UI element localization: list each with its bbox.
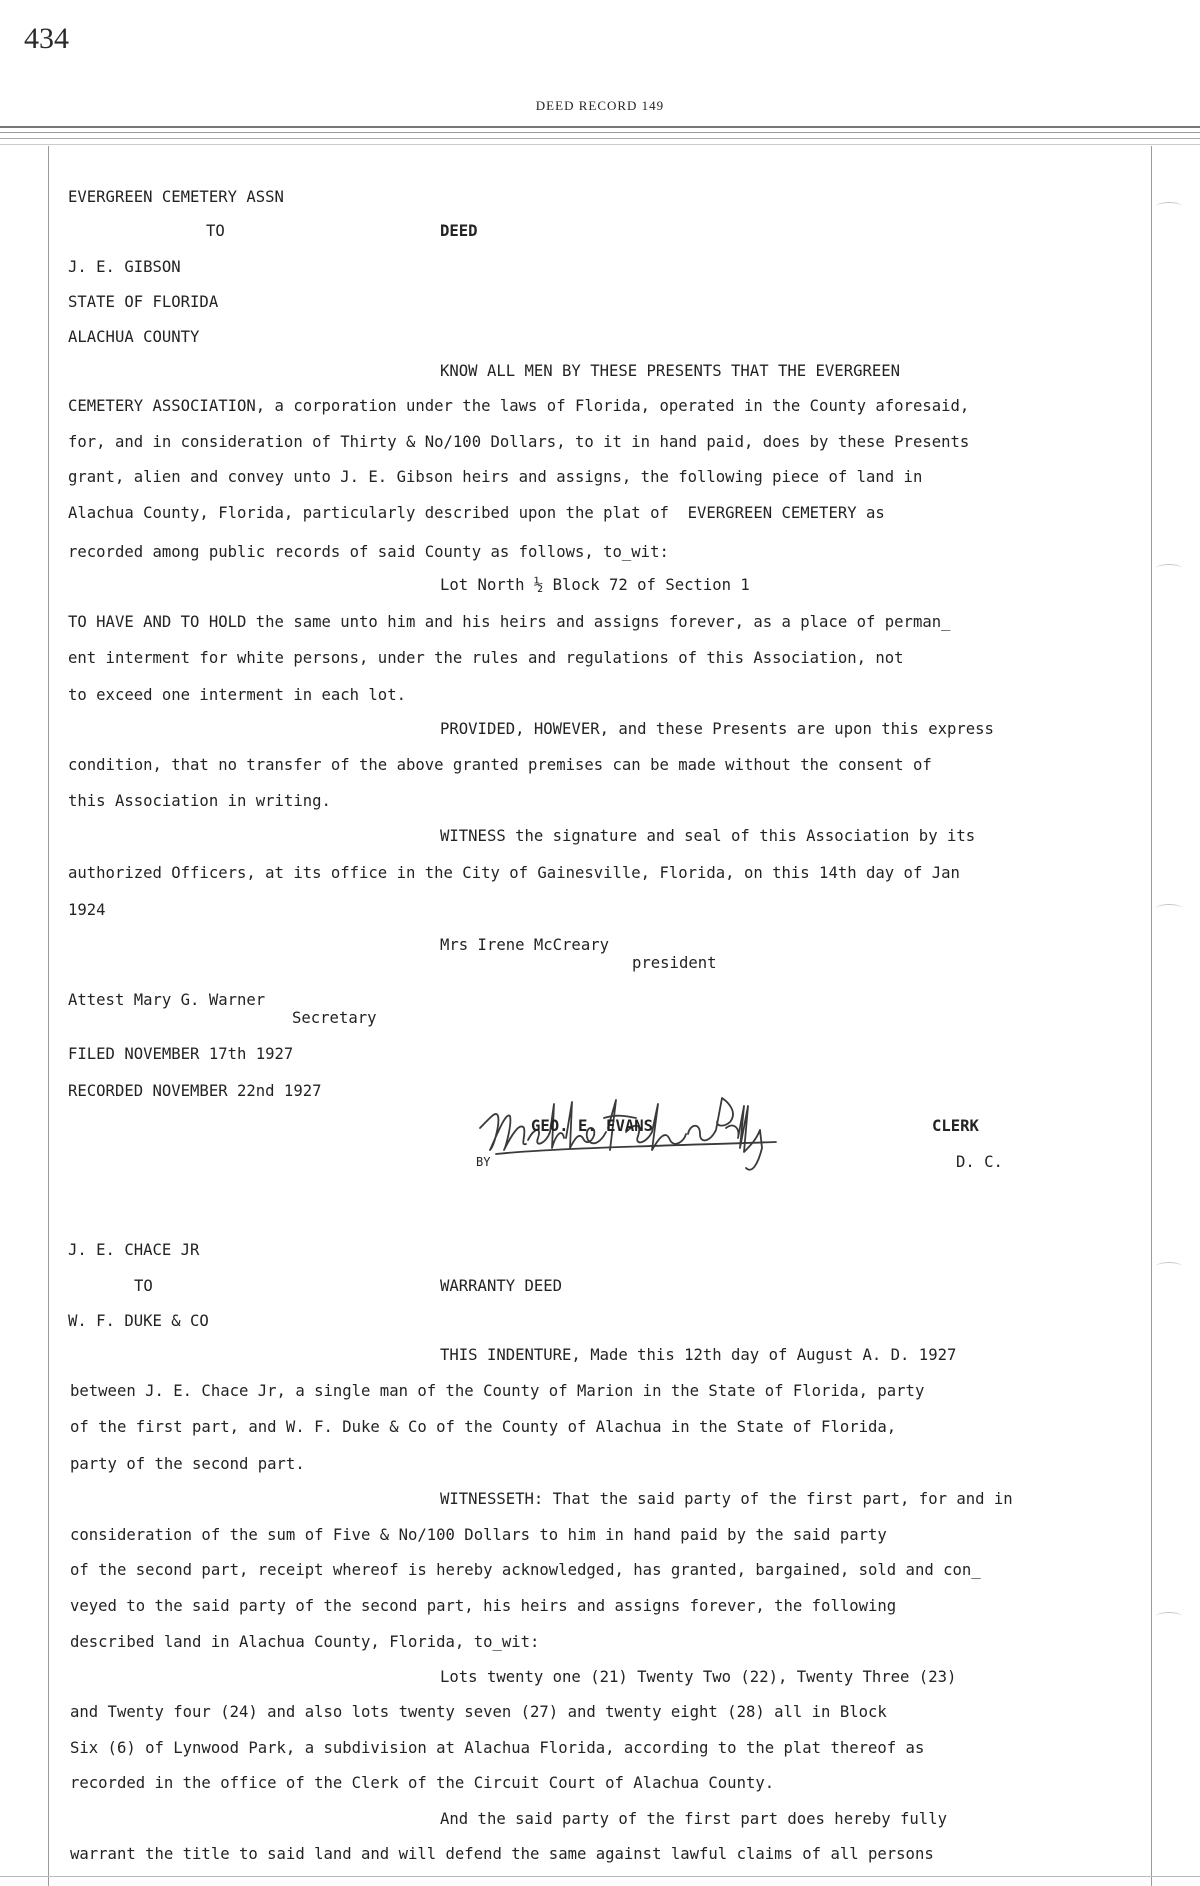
deed1-type: DEED (440, 222, 478, 240)
deed1-clerk-name: GEO. E. EVANS (531, 1117, 654, 1135)
deed2-body-line: of the first part, and W. F. Duke & Co of the County of Alachua in the State of Florida, (70, 1418, 897, 1436)
deed2-body-line: warrant the title to said land and will defend the same against lawful claims of all persons (70, 1845, 934, 1863)
deed2-body-line: and Twenty four (24) and also lots twenty seven (27) and twenty eight (28) all in Block (70, 1703, 887, 1721)
deed1-clerk-title: CLERK (932, 1117, 979, 1135)
deed2-type: WARRANTY DEED (440, 1277, 563, 1295)
deed1-body-line: PROVIDED, HOWEVER, and these Presents are upon this express (440, 720, 994, 738)
deed1-state: STATE OF FLORIDA (68, 293, 219, 311)
margin-punch-mark (1156, 904, 1182, 913)
ledger-bottom-rule (0, 1876, 1200, 1877)
deed2-body-line: And the said party of the first part does hereby fully (440, 1810, 947, 1828)
deed1-body-line: authorized Officers, at its office in the City of Gainesville, Florida, on this 14th day of Jan (68, 864, 960, 882)
deed1-grantor: EVERGREEN CEMETERY ASSN (68, 188, 284, 206)
deed2-body-line: veyed to the said party of the second part, his heirs and assigns forever, the following (70, 1597, 897, 1615)
deed1-body-line: recorded among public records of said County as follows, to_wit: (68, 543, 669, 561)
margin-punch-mark (1156, 1612, 1182, 1621)
deed2-body-line: THIS INDENTURE, Made this 12th day of August A. D. 1927 (440, 1346, 957, 1364)
deed1-body-line: grant, alien and convey unto J. E. Gibson heirs and assigns, the following piece of land in (68, 468, 923, 486)
deed1-grantee: J. E. GIBSON (68, 258, 181, 276)
page-number: 434 (24, 22, 69, 55)
deed1-county: ALACHUA COUNTY (68, 328, 200, 346)
header-rule (0, 132, 1200, 133)
header-rule (0, 144, 1200, 145)
deed1-legal-description: Lot North ½ Block 72 of Section 1 (440, 576, 750, 594)
deed1-body-line: Alachua County, Florida, particularly described upon the plat of EVERGREEN CEMETERY as (68, 504, 885, 522)
deed1-attest: Attest Mary G. Warner (68, 991, 266, 1009)
deed2-grantor: J. E. CHACE JR (68, 1241, 200, 1259)
deed2-body-line: recorded in the office of the Clerk of the Circuit Court of Alachua County. (70, 1774, 775, 1792)
deed1-body-line: WITNESS the signature and seal of this Association by its (440, 827, 976, 845)
deed2-body-line: party of the second part. (70, 1455, 305, 1473)
deed2-body-line: WITNESSETH: That the said party of the first part, for and in (440, 1490, 1013, 1508)
deed1-president-title: president (632, 954, 717, 972)
margin-punch-mark (1156, 202, 1182, 211)
deed1-president-name: Mrs Irene McCreary (440, 936, 609, 954)
deed2-body-line: Six (6) of Lynwood Park, a subdivision at Alachua Florida, according to the plat thereof as (70, 1739, 925, 1757)
deed2-body-line: described land in Alachua County, Florida, to_wit: (70, 1633, 540, 1651)
deed1-body-line: CEMETERY ASSOCIATION, a corporation under the laws of Florida, operated in the County aforesaid, (68, 397, 970, 415)
deed2-body-line: between J. E. Chace Jr, a single man of the County of Marion in the State of Florida, party (70, 1382, 925, 1400)
deed1-body-line: ent interment for white persons, under the rules and regulations of this Association, not (68, 649, 904, 667)
ledger-margin-line-right (1151, 146, 1152, 1886)
margin-punch-mark (1156, 1262, 1182, 1271)
deed1-body-line: condition, that no transfer of the above granted premises can be made without the consent of (68, 756, 932, 774)
deed1-to: TO (206, 222, 225, 240)
deed2-grantee: W. F. DUKE & CO (68, 1312, 209, 1330)
deed1-deputy-clerk: D. C. (956, 1153, 1003, 1171)
deed1-recorded-date: RECORDED NOVEMBER 22nd 1927 (68, 1082, 322, 1100)
margin-punch-mark (1156, 564, 1182, 573)
record-header-title: DEED RECORD 149 (535, 98, 665, 113)
header-rule (0, 126, 1200, 128)
deed1-body-line: TO HAVE AND TO HOLD the same unto him and his heirs and assigns forever, as a place of perman_ (68, 613, 951, 631)
deed1-body-line: 1924 (68, 901, 106, 919)
header-rule (0, 138, 1200, 139)
deed1-body-line: KNOW ALL MEN BY THESE PRESENTS THAT THE EVERGREEN (440, 362, 901, 380)
deed1-body-line: this Association in writing. (68, 792, 331, 810)
deed1-body-line: for, and in consideration of Thirty & No/100 Dollars, to it in hand paid, does by these Presents (68, 433, 970, 451)
deed2-to: TO (134, 1277, 153, 1295)
deed1-by-label: BY (476, 1155, 491, 1169)
deed2-legal-description: Lots twenty one (21) Twenty Two (22), Twenty Three (23) (440, 1668, 957, 1686)
deed2-body-line: of the second part, receipt whereof is hereby acknowledged, has granted, bargained, sold and con_ (70, 1561, 981, 1579)
deed2-body-line: consideration of the sum of Five & No/100 Dollars to him in hand paid by the said party (70, 1526, 887, 1544)
deed1-body-line: to exceed one interment in each lot. (68, 686, 406, 704)
ledger-margin-line-left (48, 146, 49, 1886)
deed1-secretary-title: Secretary (292, 1009, 377, 1027)
deed1-filed-date: FILED NOVEMBER 17th 1927 (68, 1045, 294, 1063)
